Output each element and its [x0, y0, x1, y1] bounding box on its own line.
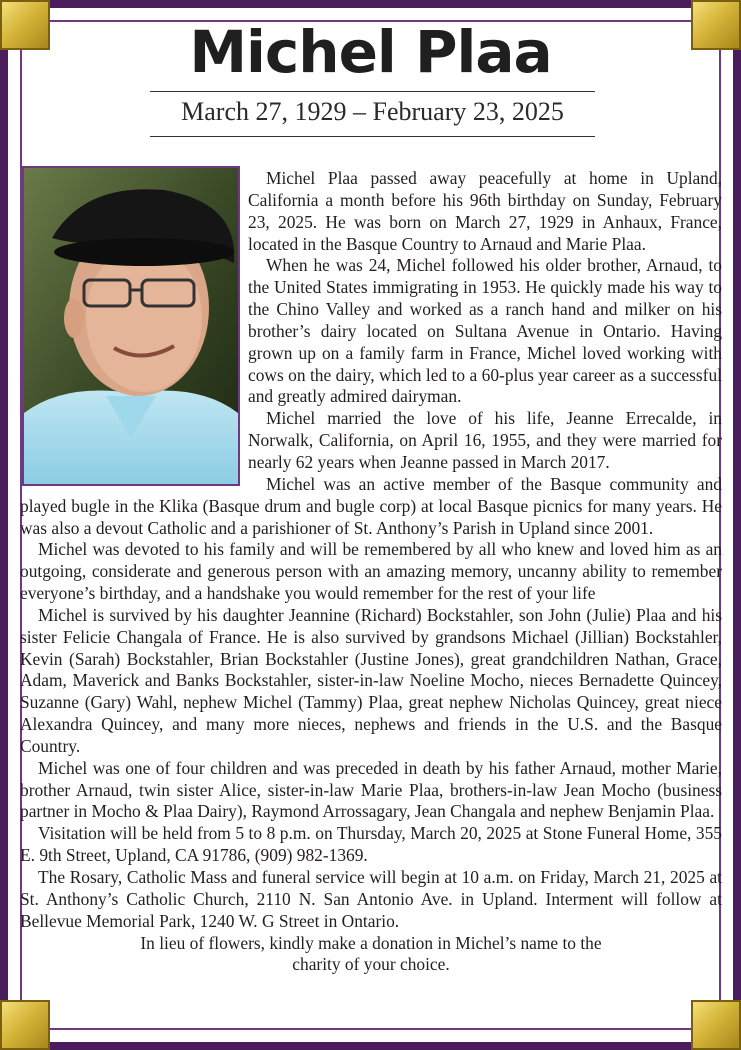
gold-corner-bottom-left — [0, 1000, 50, 1050]
paragraph-service: The Rosary, Catholic Mass and funeral service will begin at 10 a.m. on Friday, March 21, 2025 at St. Anthony’s Catholic Church, 2110 N. San Antonio Ave. in Upland. Interment will follow at Bellevue Memorial Park, 1240 W. G Street in Ontario. — [20, 867, 722, 931]
obituary-name: Michel Plaa — [189, 18, 552, 86]
divider-bottom — [150, 136, 595, 137]
photo-float-spacer — [20, 168, 248, 490]
paragraph-death-birth: Michel Plaa passed away peacefully at home in Upland, California a month before his 96th birthday on Sunday, February 23, 2025. He was born on March 27, 1929 in Anhaux, France, located in the Basque Country to Arnaud and Marie Plaa. — [248, 168, 722, 254]
obituary-body — [20, 168, 722, 976]
paragraph-remembrance: Michel was devoted to his family and will be remembered by all who knew and loved him as an outgoing, considerate and generous person with an amazing memory, uncanny ability to remember everyone’s birthday, and a handshake you would remember for the rest of your life — [20, 539, 722, 604]
paragraph-preceded: Michel was one of four children and was preceded in death by his father Arnaud, mother Marie, brother Arnaud, twin sister Alice, sister-in-law Marie Plaa, brothers-in-law Jean Mocho (business partner in Mocho & Plaa Dairy), Raymond Arrossagary, Jean Changala and nephew Benjamin Plaa. — [20, 757, 722, 822]
closing-note: In lieu of flowers, kindly make a donation in Michel’s name to the charity of your choice. — [140, 932, 602, 975]
paragraph-survivors: Michel is survived by his daughter Jeannine (Richard) Bockstahler, son John (Julie) Plaa and his sister Felicie Changala of France. He is also survived by grandsons Michael (Jillian) Bockstahler, Kevin (Sarah) Bockstahler, Brian Bockstahler (Justine Jones), great grandchildren Nathan, Grace, Adam, Maverick and Banks Bockstahler, sister-in-law Noeline Mocho, nieces Bernadette Quincey, Suzanne (Gary) Wahl, nephew Michel (Tammy) Plaa, great nephew Nicholas Quincey, great niece Alexandra Quincey, and many more nieces, nephews and friends in the U.S. and the Basque Country. — [20, 604, 722, 756]
divider-top — [150, 91, 595, 92]
paragraph-marriage: Michel married the love of his life, Jeanne Errecalde, in Norwalk, California, on April 16, 1955, and they were married for nearly 62 years when Jeanne passed in March 2017. — [248, 408, 722, 472]
paragraph-immigration: When he was 24, Michel followed his older brother, Arnaud, to the United States immigrating in 1953. He quickly made his way to the Chino Valley and worked as a ranch hand and milker on his brother’s dairy located on Sultana Avenue in Ontario. Having grown up on a family farm in France, Michel loved working with cows on the dairy, which led to a 60-plus year career as a successful and greatly admired dairyman. — [248, 255, 722, 407]
life-dates: March 27, 1929 – February 23, 2025 — [181, 97, 564, 126]
gold-corner-bottom-right — [691, 1000, 741, 1050]
paragraph-visitation: Visitation will be held from 5 to 8 p.m. on Thursday, March 20, 2025 at Stone Funeral Home, 355 E. 9th Street, Upland, CA 91786, (909) 982-1369. — [20, 823, 722, 866]
paragraph-community: Michel was an active member of the Basque community and played bugle in the Klika (Basque drum and bugle corp) at local Basque picnics for many years. He was also a devout Catholic and a parishioner of St. Anthony’s Parish in Upland since 2001. — [20, 473, 722, 538]
